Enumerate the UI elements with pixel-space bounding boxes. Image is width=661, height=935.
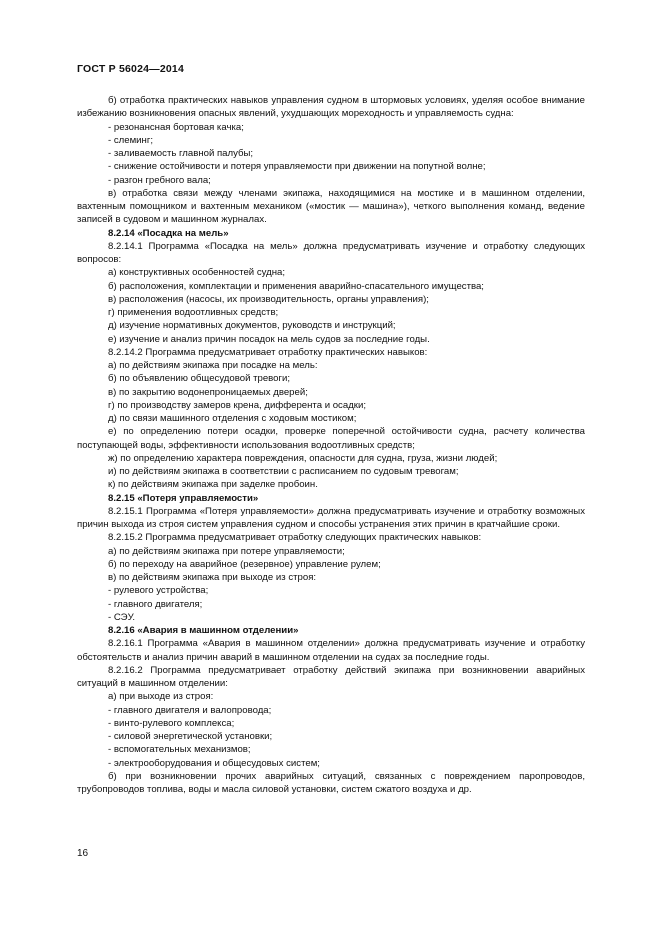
paragraph: в) отработка связи между членами экипажа, находящимися на мостике и в машинном отделении, вахтенным помощником и вахтенным механиком («мостик — машина»), четкого выполнения команд, ведение записей в судовом и машинном журналах.	[77, 187, 585, 226]
list-item: б) по объявлению общесудовой тревоги;	[108, 373, 291, 385]
dash-list-item: - вспомогательных механизмов;	[108, 744, 251, 756]
list-item: д) по связи машинного отделения с ходовым мостиком;	[108, 413, 357, 424]
paragraph: 8.2.14.1 Программа «Посадка на мель» должна предусматривать изучение и отработку следующих вопросов:	[77, 240, 585, 265]
list-item: к) по действиям экипажа при заделке пробоин.	[108, 479, 318, 491]
document-header: ГОСТ Р 56024—2014	[77, 63, 185, 75]
list-item: в) по закрытию водонепроницаемых дверей;	[108, 386, 308, 398]
list-item: а) по действиям экипажа при посадке на мель:	[108, 360, 318, 371]
dash-list-item: - резонансная бортовая качка;	[108, 121, 244, 133]
section-heading: 8.2.16 «Авария в машинном отделении»	[108, 625, 299, 636]
paragraph: б) при возникновении прочих аварийных ситуаций, связанных с повреждением паропроводов, трубопроводов топлива, воды и масла силовой установки, систем сжатого воздуха и др.	[77, 770, 585, 795]
list-item: е) изучение и анализ причин посадок на мель судов за последние годы.	[108, 333, 430, 345]
dash-list-item: - главного двигателя и валопровода;	[108, 704, 272, 716]
dash-list-item: - электрооборудования и общесудовых систем;	[108, 757, 320, 769]
list-item: а) по действиям экипажа при потере управляемости;	[108, 545, 345, 557]
dash-list-item: - заливаемость главной палубы;	[108, 148, 254, 159]
paragraph: 8.2.16.2 Программа предусматривает отработку действий экипажа при возникновении аварийных ситуаций в машинном отделении:	[77, 664, 585, 689]
dash-list-item: - главного двигателя;	[108, 598, 203, 610]
list-item: и) по действиям экипажа в соответствии с расписанием по судовым тревогам;	[108, 466, 459, 477]
paragraph: 8.2.15.1 Программа «Потеря управляемости» должна предусматривать изучение и отработку возможных причин выхода из строя систем управления судном и способы устранения этих причин в кратчайшие сроки.	[77, 505, 585, 530]
list-item: б) расположения, комплектации и применения аварийно-спасательного имущества;	[108, 280, 484, 292]
list-item: в) по действиям экипажа при выходе из строя:	[108, 572, 317, 583]
dash-list-item: - винто-рулевого комплекса;	[108, 717, 235, 729]
dash-list-item: - силовой энергетической установки;	[108, 731, 273, 742]
dash-list-item: - разгон гребного вала;	[108, 174, 211, 186]
list-item: 8.2.14.2 Программа предусматривает отработку практических навыков:	[108, 346, 428, 358]
dash-list-item: - слеминг;	[108, 134, 154, 146]
document-body	[77, 94, 585, 796]
list-item: г) применения водоотливных средств;	[108, 307, 279, 318]
list-item: а) конструктивных особенностей судна;	[108, 267, 286, 279]
list-item: г) по производству замеров крена, дифферента и осадки;	[108, 399, 367, 411]
paragraph: б) отработка практических навыков управления судном в штормовых условиях, уделяя особое внимание избежанию возникновения опасных явлений, ухудшающих мореходность и управляемость судна:	[77, 95, 585, 120]
dash-list-item: - снижение остойчивости и потеря управляемости при движении на попутной волне;	[108, 161, 486, 173]
section-heading: 8.2.15 «Потеря управляемости»	[108, 492, 259, 504]
list-item: в) расположения (насосы, их производительность, органы управления);	[108, 293, 429, 305]
dash-list-item: - СЭУ.	[108, 611, 136, 623]
page-number: 16	[77, 848, 89, 859]
list-item: 8.2.15.2 Программа предусматривает отработку следующих практических навыков:	[108, 532, 482, 544]
list-item: а) при выходе из строя:	[108, 691, 214, 703]
section-heading: 8.2.14 «Посадка на мель»	[108, 227, 229, 239]
paragraph: 8.2.16.1 Программа «Авария в машинном отделении» должна предусматривать изучение и отработку обстоятельств и анализ причин аварий в машинном отделении на судах за последние годы.	[77, 638, 585, 663]
paragraph: е) по определению потери осадки, проверке поперечной остойчивости судна, расчету количества поступающей воды, эффективности использования водоотливных средств;	[77, 426, 585, 451]
list-item: б) по переходу на аварийное (резервное) управление рулем;	[108, 558, 381, 570]
dash-list-item: - рулевого устройства;	[108, 585, 209, 597]
list-item: д) изучение нормативных документов, руководств и инструкций;	[108, 320, 396, 332]
list-item: ж) по определению характера повреждения, опасности для судна, груза, жизни людей;	[108, 452, 498, 464]
